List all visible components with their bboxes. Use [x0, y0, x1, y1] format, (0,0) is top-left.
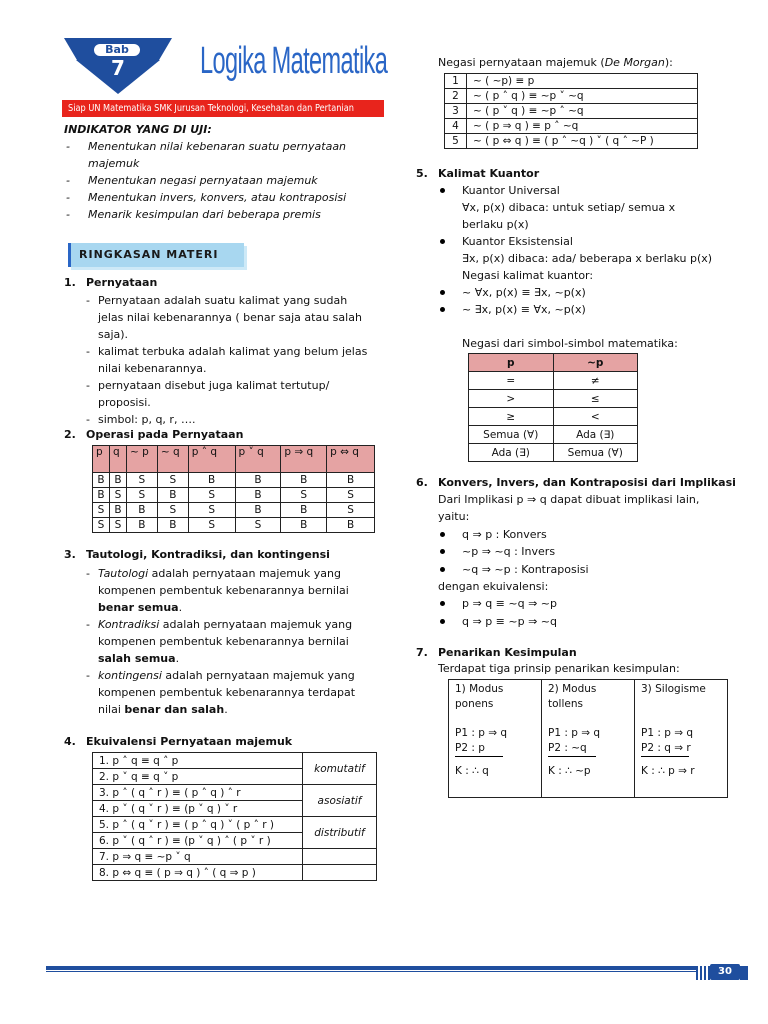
bullet-item	[438, 182, 738, 199]
header-cell: ~ p	[126, 446, 157, 473]
list-item	[86, 565, 376, 582]
bullet-item	[438, 595, 738, 612]
table-row	[445, 119, 698, 134]
truth-table	[92, 445, 375, 533]
empty-cell	[303, 865, 377, 881]
cell: B	[109, 473, 126, 488]
section-title: Ekuivalensi Pernyataan majemuk	[86, 735, 293, 748]
cell: B	[93, 473, 110, 488]
premise: P2 : q ⇒ r	[641, 742, 691, 754]
table-row	[93, 753, 377, 769]
cell: B	[109, 503, 126, 518]
list-item: - Pernyataan adalah suatu kalimat yang sudah	[86, 292, 376, 309]
cell: S	[235, 518, 281, 533]
indikator-item: - Menentukan nilai kebenaran suatu pernyataan	[64, 138, 374, 155]
cell: B	[188, 473, 235, 488]
text: ~ ∃x, p(x) ≡ ∀x, ~p(x)	[462, 303, 586, 316]
cell: Ada (∃)	[469, 444, 554, 462]
table-row	[469, 408, 638, 426]
text: Kuantor Eksistensial	[462, 235, 573, 248]
divider	[455, 756, 503, 757]
cell: B	[281, 518, 327, 533]
cell: 5. p ˄ ( q ˅ r ) ≡ ( p ˄ q ) ˅ ( p ˄ r )	[93, 817, 303, 833]
list-item	[86, 650, 376, 667]
text: ~ ∀x, p(x) ≡ ∃x, ~p(x)	[462, 286, 586, 299]
cell: B	[281, 473, 327, 488]
footer-end	[740, 966, 748, 980]
cell: S	[126, 473, 157, 488]
text: nilai	[98, 703, 125, 716]
cell: S	[93, 518, 110, 533]
row-number: 3	[445, 104, 467, 119]
divider	[641, 756, 689, 757]
inference-column	[542, 680, 635, 798]
page-number: 30	[710, 964, 740, 980]
table-row	[93, 785, 377, 801]
table-row	[445, 104, 698, 119]
footer-rule	[46, 966, 696, 970]
bullet-icon	[440, 307, 445, 312]
section-3-list	[86, 565, 376, 718]
table-row	[445, 89, 698, 104]
demorgan-table	[444, 73, 698, 149]
bullet-icon	[440, 290, 445, 295]
cell: S	[327, 503, 375, 518]
indikator-list	[64, 138, 374, 223]
bullet-icon	[440, 532, 445, 537]
inference-table	[448, 679, 728, 798]
cell: >	[469, 390, 554, 408]
cell: <	[553, 408, 638, 426]
bullet-item	[438, 613, 738, 630]
table-row	[93, 518, 375, 533]
equivalence-table	[92, 752, 377, 881]
indikator-item: - Menarik kesimpulan dari beberapa premis	[64, 206, 374, 223]
term: De Morgan	[604, 56, 665, 69]
premise: P1 : p ⇒ q	[641, 727, 694, 739]
section-title: Konvers, Invers, dan Kontraposisi dari Implikasi	[438, 476, 736, 489]
section-number: 4.	[64, 735, 76, 748]
subtitle-text: Siap UN Matematika SMK Jurusan Teknologi, Kesehatan dan Pertanian	[68, 103, 354, 114]
section-6-heading	[416, 475, 736, 492]
text-line: Dari Implikasi p ⇒ q dapat dibuat implikasi lain,	[438, 493, 700, 506]
text: ~p ⇒ ~q : Invers	[462, 545, 556, 559]
header-cell: ~ q	[157, 446, 188, 473]
cell: S	[157, 473, 188, 488]
bullet-icon	[440, 567, 445, 572]
list-item	[86, 599, 376, 616]
indikator-title: INDIKATOR YANG DI UJI:	[64, 123, 212, 136]
list-item: nilai kebenarannya.	[98, 362, 207, 375]
term: kontingensi	[98, 669, 162, 682]
text: q ⇒ p ≡ ~p ⇒ ~q	[462, 614, 557, 628]
cell: B	[126, 503, 157, 518]
cell: S	[109, 488, 126, 503]
cell: S	[281, 488, 327, 503]
text: .	[178, 601, 183, 614]
section-1-list	[86, 292, 376, 428]
cell: ~ ( p ˅ q ) ≡ ~p ˄ ~q	[467, 104, 698, 119]
emphasis: benar dan salah	[124, 703, 225, 716]
list-item	[86, 616, 376, 633]
table-row	[93, 865, 377, 881]
text: Kuantor Universal	[462, 184, 560, 197]
rule-name: tollens	[548, 698, 583, 710]
table-row	[449, 680, 728, 798]
section-5-body	[438, 182, 738, 318]
section-title: Operasi pada Pernyataan	[86, 428, 244, 441]
section-4-heading	[64, 734, 292, 751]
cell: B	[126, 518, 157, 533]
text-line: ∃x, p(x) dibaca: ada/ beberapa x berlaku p(x)	[462, 252, 713, 265]
table-row	[445, 74, 698, 89]
table-row	[469, 372, 638, 390]
cell: B	[157, 488, 188, 503]
section-title: Tautologi, Kontradiksi, dan kontingensi	[86, 548, 330, 561]
cell: 1. p ˄ q ≡ q ˄ p	[93, 753, 303, 769]
cell: B	[93, 488, 110, 503]
rule-name: 2) Modus	[548, 683, 597, 695]
bullet-icon	[440, 239, 445, 244]
cell: Semua (∀)	[553, 444, 638, 462]
section-5-heading	[416, 166, 539, 183]
text: q ⇒ p : Konvers	[462, 527, 547, 541]
bullet-item	[438, 301, 738, 318]
header-cell: p ⇔ q	[327, 446, 375, 473]
list-item: - pernyataan disebut juga kalimat tertutup/	[86, 377, 376, 394]
divider	[548, 756, 596, 757]
section-1-heading	[64, 275, 157, 292]
cell: 6. p ˅ ( q ˄ r ) ≡ (p ˅ q ) ˄ ( p ˅ r )	[93, 833, 303, 849]
header-cell: p ˄ q	[188, 446, 235, 473]
header-cell: p ˅ q	[235, 446, 281, 473]
cell: Ada (∃)	[553, 426, 638, 444]
group-label: komutatif	[303, 753, 377, 785]
cell: ~ ( p ⇔ q ) ≡ ( p ˄ ~q ) ˅ ( q ˄ ~P )	[467, 134, 698, 149]
table-row	[469, 390, 638, 408]
bullet-icon	[440, 188, 445, 193]
bullet-item	[438, 561, 738, 578]
cell: B	[157, 518, 188, 533]
section-2-heading	[64, 427, 243, 444]
bullet-item	[438, 284, 738, 301]
text: ~q ⇒ ~p : Kontraposisi	[462, 562, 589, 576]
list-item	[86, 667, 376, 684]
list-item: kompenen pembentuk kebenarannya bernilai	[98, 635, 349, 648]
conclusion: K : ∴ p ⇒ r	[641, 765, 695, 777]
list-item: - simbol: p, q, r, ….	[86, 411, 376, 428]
row-number: 1	[445, 74, 467, 89]
rule-name: 1) Modus	[455, 683, 504, 695]
row-number: 5	[445, 134, 467, 149]
section-number: 6.	[416, 476, 428, 489]
table-row	[469, 444, 638, 462]
emphasis: salah semua	[98, 652, 176, 665]
table-row	[93, 849, 377, 865]
premise: P1 : p ⇒ q	[548, 727, 601, 739]
premise: P2 : p	[455, 742, 485, 754]
cell: S	[126, 488, 157, 503]
conclusion: K : ∴ q	[455, 765, 489, 777]
list-item: kompenen pembentuk kebenarannya bernilai	[98, 584, 349, 597]
cell: =	[469, 372, 554, 390]
section-7-intro: Terdapat tiga prinsip penarikan kesimpulan:	[438, 662, 680, 675]
footer-rule	[46, 971, 696, 972]
header-cell: p	[93, 446, 110, 473]
cell: ≤	[553, 390, 638, 408]
footer-stripe	[696, 966, 710, 980]
inference-column	[449, 680, 542, 798]
text-line: berlaku p(x)	[462, 218, 529, 231]
section-number: 1.	[64, 276, 76, 289]
section-title: Kalimat Kuantor	[438, 167, 540, 180]
text: ):	[664, 56, 673, 69]
table-row	[469, 426, 638, 444]
premise: P2 : ~q	[548, 742, 587, 754]
text-line: Negasi kalimat kuantor:	[462, 269, 594, 282]
subtitle-banner	[62, 100, 384, 117]
cell: ~ ( p ˄ q ) ≡ ~p ˅ ~q	[467, 89, 698, 104]
text: adalah pernyataan majemuk yang	[161, 669, 355, 682]
conclusion: K : ∴ ~p	[548, 765, 591, 777]
cell: B	[327, 518, 375, 533]
rule-name: ponens	[455, 698, 494, 710]
cell: S	[327, 488, 375, 503]
bullet-icon	[440, 549, 445, 554]
header-cell: p	[469, 354, 554, 372]
section-number: 2.	[64, 428, 76, 441]
cell: B	[281, 503, 327, 518]
cell: S	[188, 518, 235, 533]
bullet-item	[438, 543, 738, 560]
cell: 4. p ˅ ( q ˅ r ) ≡ (p ˅ q ) ˅ r	[93, 801, 303, 817]
indikator-item: majemuk	[88, 157, 140, 170]
text: .	[175, 652, 180, 665]
text-line: yaitu:	[438, 510, 470, 524]
list-item	[86, 701, 376, 718]
cell: 8. p ⇔ q ≡ ( p ⇒ q ) ˄ ( q ⇒ p )	[93, 865, 303, 881]
row-number: 4	[445, 119, 467, 134]
negation-symbols-table	[468, 353, 638, 462]
bullet-item	[438, 233, 738, 250]
text-line: dengan ekuivalensi:	[438, 580, 549, 594]
page-title: Logika Matematika	[200, 40, 388, 82]
list-item: - kalimat terbuka adalah kalimat yang belum jelas	[86, 343, 376, 360]
section-number: 5.	[416, 167, 428, 180]
inference-column	[635, 680, 728, 798]
chapter-label: Bab	[92, 42, 142, 58]
group-label: asosiatif	[303, 785, 377, 817]
table-row	[93, 503, 375, 518]
cell: B	[235, 473, 281, 488]
header-cell: ~p	[553, 354, 638, 372]
bullet-icon	[440, 619, 445, 624]
text: adalah pernyataan majemuk yang	[148, 567, 341, 580]
cell: ~ ( p ⇒ q ) ≡ p ˄ ~q	[467, 119, 698, 134]
truth-table-header	[93, 446, 375, 473]
list-item: proposisi.	[98, 396, 151, 409]
cell: S	[109, 518, 126, 533]
cell: Semua (∀)	[469, 426, 554, 444]
list-item: kompenen pembentuk kebenarannya terdapat	[98, 686, 356, 699]
text: p ⇒ q ≡ ~q ⇒ ~p	[462, 597, 557, 611]
text: adalah pernyataan majemuk yang	[159, 618, 353, 631]
text-line: ∀x, p(x) dibaca: untuk setiap/ semua x	[462, 201, 676, 214]
cell: 3. p ˄ ( q ˄ r ) ≡ ( p ˄ q ) ˄ r	[93, 785, 303, 801]
chapter-number: 7	[111, 56, 125, 80]
rule-name: 3) Silogisme	[641, 683, 706, 695]
cell: B	[327, 473, 375, 488]
term: Kontradiksi	[98, 618, 160, 631]
header-cell: q	[109, 446, 126, 473]
empty-cell	[303, 849, 377, 865]
cell: ≠	[553, 372, 638, 390]
indikator-item: - Menentukan negasi pernyataan majemuk	[64, 172, 374, 189]
indikator-item: - Menentukan invers, konvers, atau kontraposisi	[64, 189, 374, 206]
ringkasan-heading: RINGKASAN MATERI	[68, 243, 244, 267]
table-row	[93, 817, 377, 833]
list-item: jelas nilai kebenarannya ( benar saja atau salah	[98, 311, 362, 324]
demorgan-title	[438, 55, 673, 72]
text: Negasi pernyataan majemuk (	[438, 56, 605, 69]
cell: 2. p ˅ q ≡ q ˅ p	[93, 769, 303, 785]
text: .	[224, 703, 228, 716]
cell: ~ ( ~p) ≡ p	[467, 74, 698, 89]
section-number: 3.	[64, 548, 76, 561]
section-number: 7.	[416, 646, 428, 659]
negation-symbols-title: Negasi dari simbol-simbol matematika:	[462, 337, 678, 350]
table-row	[93, 473, 375, 488]
premise: P1 : p ⇒ q	[455, 727, 508, 739]
cell: B	[235, 488, 281, 503]
row-number: 2	[445, 89, 467, 104]
table-header	[469, 354, 638, 372]
group-label: distributif	[303, 817, 377, 849]
cell: B	[235, 503, 281, 518]
cell: ≥	[469, 408, 554, 426]
cell: S	[93, 503, 110, 518]
bullet-item	[438, 526, 738, 543]
cell: 7. p ⇒ q ≡ ~p ˅ q	[93, 849, 303, 865]
term: Tautologi	[98, 567, 149, 580]
section-6-body	[438, 491, 738, 630]
header-cell: p ⇒ q	[281, 446, 327, 473]
list-item: saja).	[98, 328, 129, 341]
section-3-heading	[64, 547, 330, 564]
cell: S	[157, 503, 188, 518]
cell: S	[188, 488, 235, 503]
emphasis: benar semua	[98, 601, 179, 614]
table-row	[445, 134, 698, 149]
section-7-heading	[416, 645, 577, 662]
cell: S	[188, 503, 235, 518]
table-row	[93, 488, 375, 503]
section-title: Penarikan Kesimpulan	[438, 646, 577, 659]
section-title: Pernyataan	[86, 276, 158, 289]
bullet-icon	[440, 601, 445, 606]
